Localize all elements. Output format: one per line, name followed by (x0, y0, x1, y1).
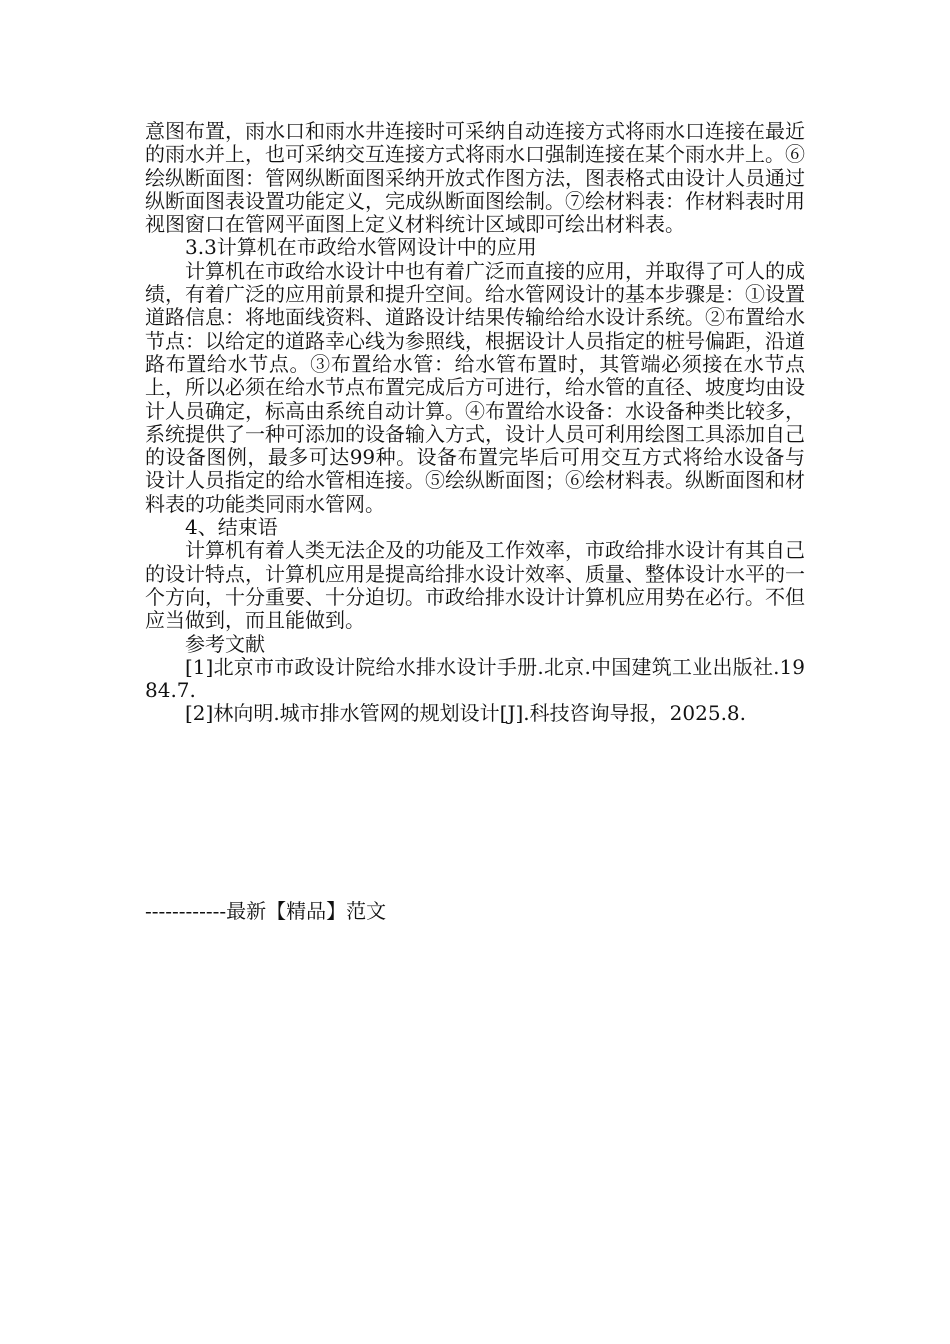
references-heading: 参考文献 (185, 631, 265, 656)
section-heading-conclusion: 4、结束语 (185, 515, 278, 540)
reference-item-2: [2]林向明.城市排水管网的规划设计[J].科技咨询导报，2025.8. (185, 701, 747, 726)
document-body (145, 120, 805, 726)
body-paragraph-conclusion: 计算机有着人类无法企及的功能及工作效率，市政给排水设计有其自己的设计特点，计算机应用是提高给排水设计效率、质量、整体设计水平的一个方向，十分重要、十分迫切。市政给排水设计计算机应用势在必行。不但应当做到，而且能做到。 (145, 538, 805, 633)
body-paragraph-water-supply: 计算机在市政给水设计中也有着广泛而直接的应用，并取得了可人的成绩，有着广泛的应用前景和提升空间。给水管网设计的基本步骤是：①设置道路信息：将地面线资料、道路设计结果传输给给水设计系统。②布置给水节点：以给定的道路幸心线为参照线，根据设计人员指定的桩号偏距，沿道路布置给水节点。③布置给水管：给水管布置时，其管端必须接在水节点上，所以必须在给水节点布置完成后方可进行，给水管的直径、坡度均由设计人员确定，标高由系统自动计算。④布置给水设备：水设备种类比较多，系统提供了一种可添加的设备输入方式，设计人员可利用绘图工具添加自己的设备图例，最多可达99种。设备布置完毕后可用交互方式将给水设备与设计人员指定的给水管相连接。⑤绘纵断面图；⑥绘材料表。纵断面图和材料表的功能类同雨水管网。 (145, 258, 805, 516)
reference-item-1: [1]北京市市政设计院给水排水设计手册.北京.中国建筑工业出版社.1984.7. (145, 654, 805, 703)
page-footer: ------------最新【精品】范文 (145, 899, 387, 923)
body-paragraph-continued: 意图布置，雨水口和雨水井连接时可采纳自动连接方式将雨水口连接在最近的雨水并上，也可采纳交互连接方式将雨水口强制连接在某个雨水井上。⑥绘纵断面图：管网纵断面图采纳开放式作图方法，图表格式由设计人员通过纵断面图表设置功能定义，完成纵断面图绘制。⑦绘材料表：作材料表时用视图窗口在管网平面图上定义材料统计区域即可绘出材料表。 (145, 119, 805, 237)
section-heading-3-3: 3.3计算机在市政给水管网设计中的应用 (185, 235, 537, 260)
